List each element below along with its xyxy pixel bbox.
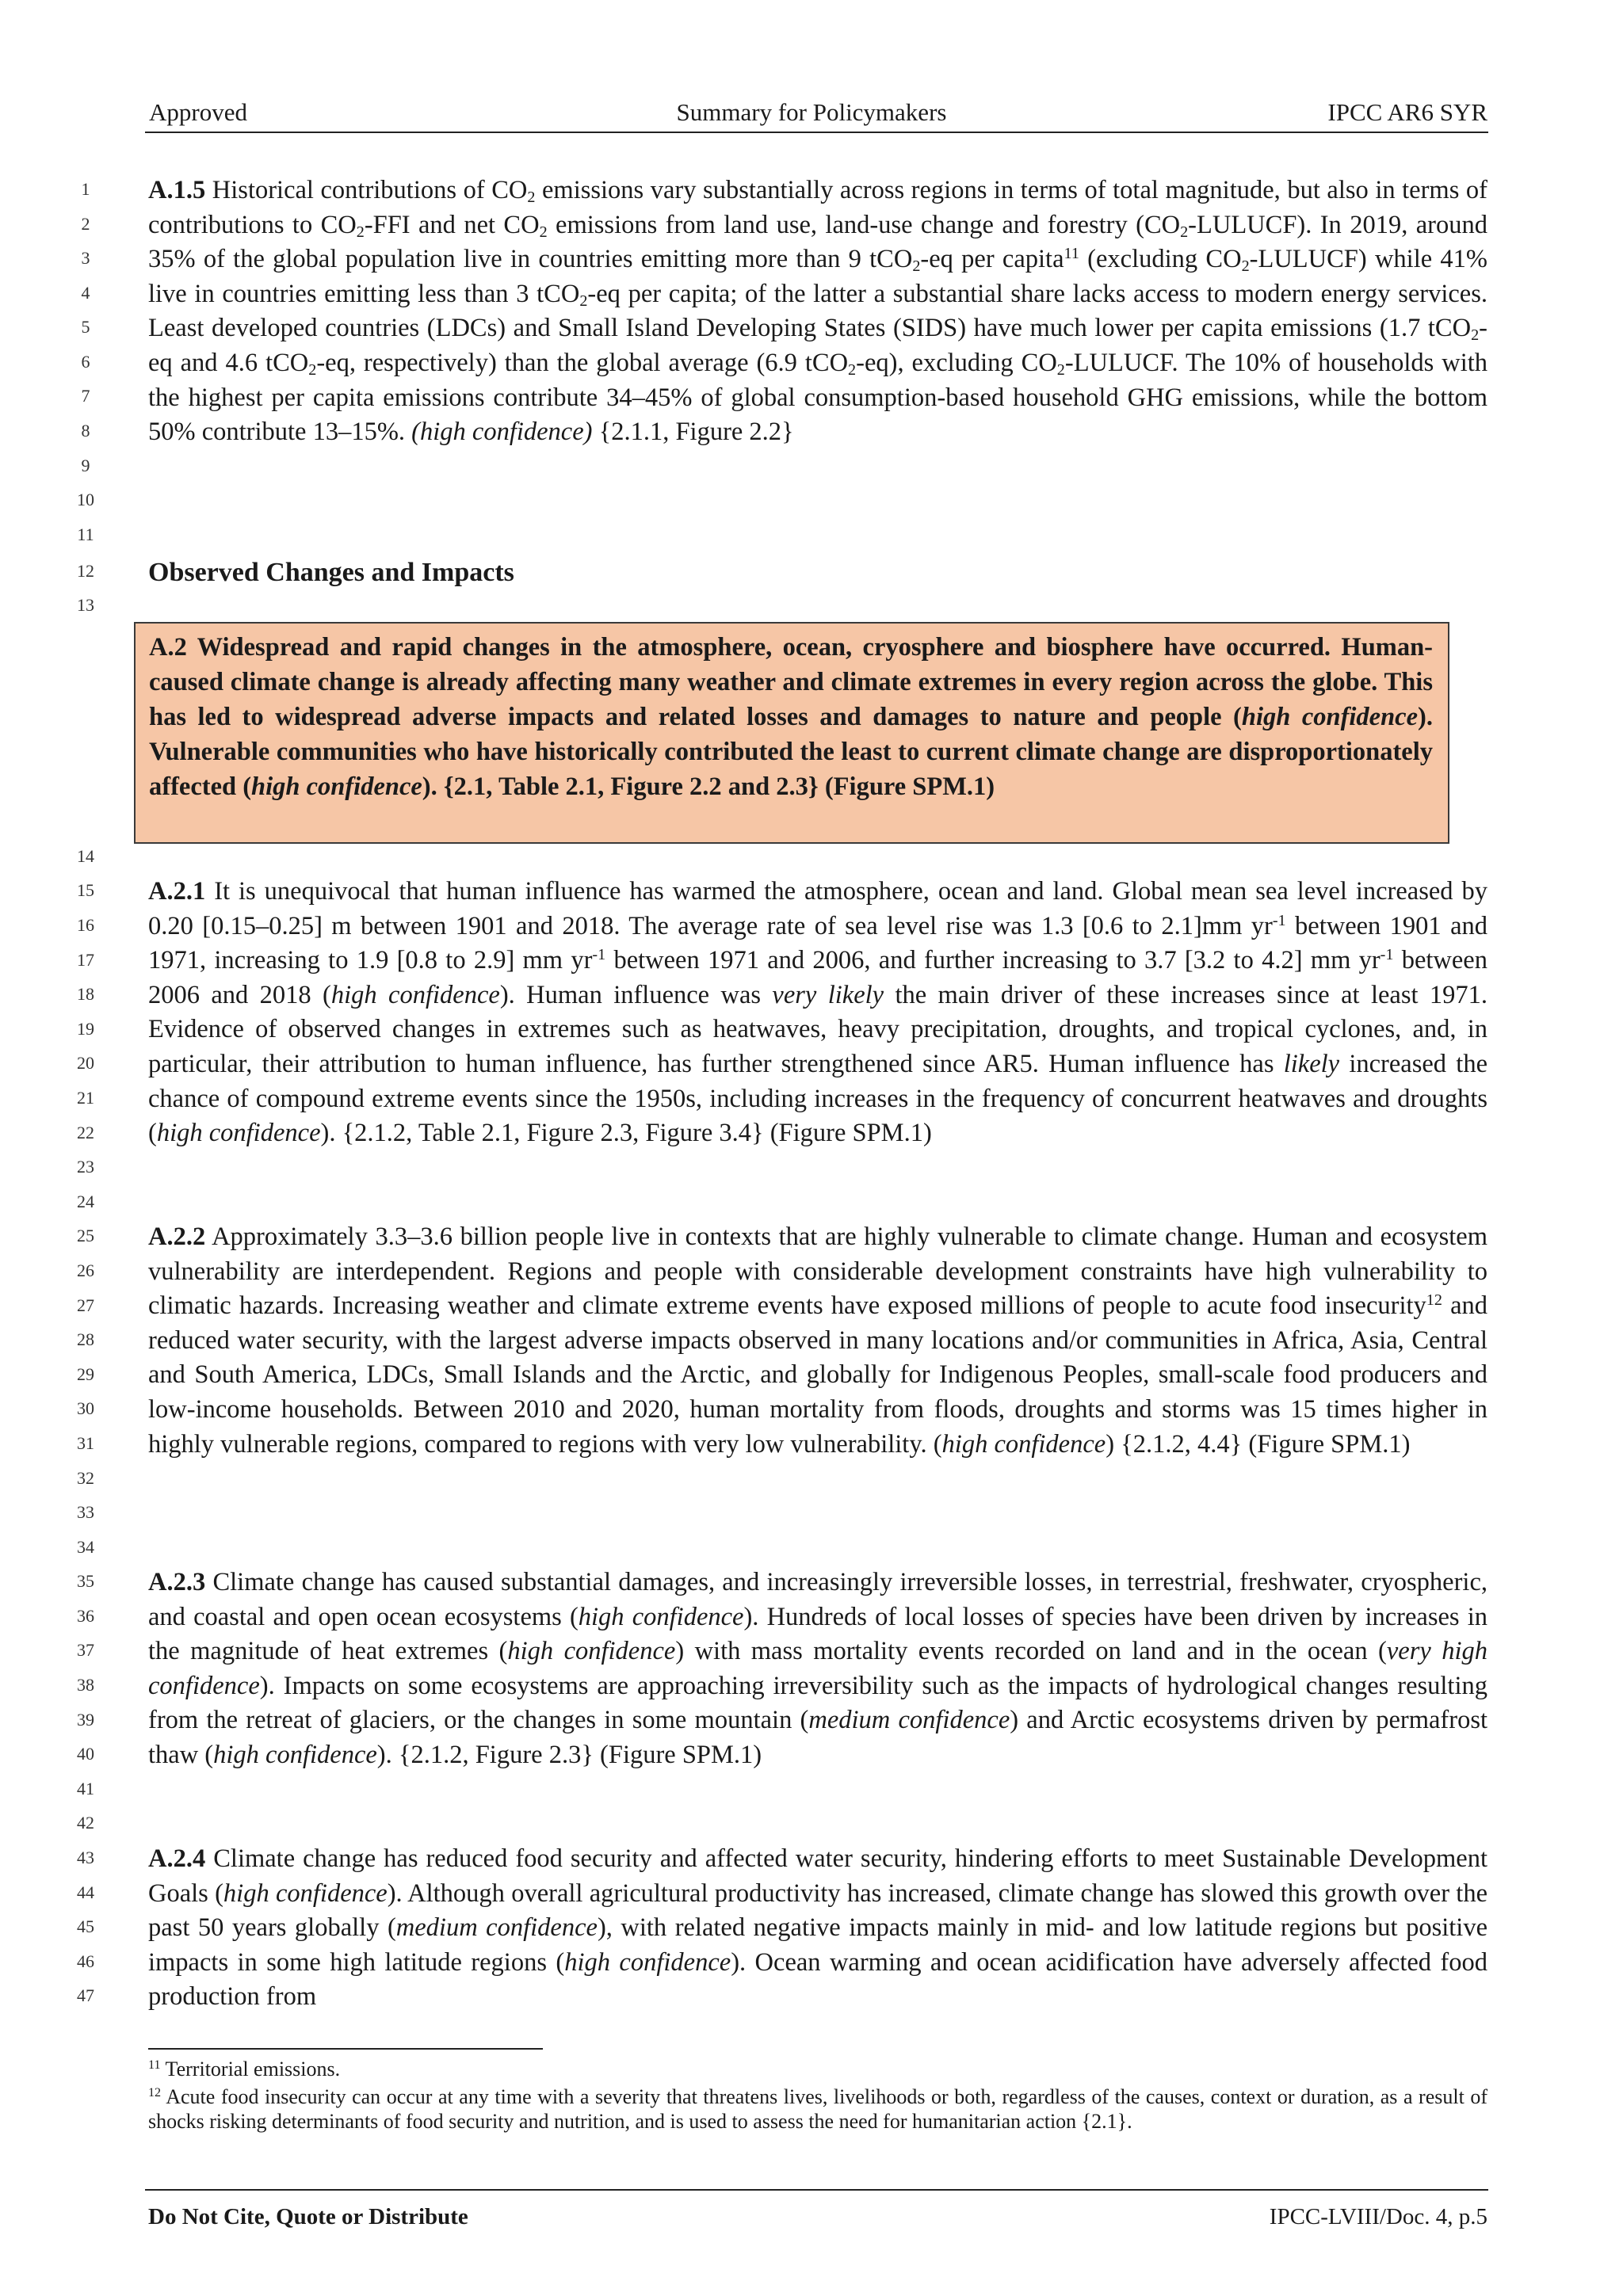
text-run: and reduced water security, with the largest adverse impacts observed in many locations and/or communities in Africa, Asia, Central and South America, LDCs, Small Islands and the Arctic, and globally for Indigenous Peoples, small-scale food producers and low-income households. Between 2010 and 2020, human mortality from floods, droughts and storms was 15 times higher in highly vulnerable regions, compared to regions with very low vulnerability. ( bbox=[148, 1291, 1487, 1459]
footer-page-reference: IPCC-LVIII/Doc. 4, p.5 bbox=[1269, 2204, 1487, 2229]
text-run: high confidence bbox=[1241, 703, 1419, 731]
line-number: 43 bbox=[77, 1848, 94, 1867]
paragraph-a-2-3 bbox=[148, 1566, 1487, 1773]
text-run: 11 bbox=[1064, 245, 1079, 263]
line-number: 47 bbox=[77, 1985, 94, 2005]
text-run: -LULUCF) while 41% live in countries emitting less than 3 tCO bbox=[148, 245, 1487, 308]
line-number: 15 bbox=[77, 880, 94, 900]
line-number: 32 bbox=[77, 1468, 94, 1488]
text-run: A.2.1 bbox=[148, 877, 206, 906]
line-number: 38 bbox=[77, 1675, 94, 1695]
footer-do-not-cite: Do Not Cite, Quote or Distribute bbox=[148, 2204, 468, 2229]
text-run: ). Impacts on some ecosystems are approaching irreversibility such as the impacts of hydrological changes resulting from the retreat of glaciers, or the changes in some mountain ( bbox=[148, 1671, 1487, 1735]
text-run: ). {2.1, Table 2.1, Figure 2.2 and 2.3} (Figure SPM.1) bbox=[422, 772, 995, 801]
text-run: 2 bbox=[539, 223, 548, 241]
line-number: 39 bbox=[77, 1710, 94, 1730]
line-number: 35 bbox=[77, 1571, 94, 1591]
text-run: ) and Arctic ecosystems driven by permafrost thaw ( bbox=[148, 1706, 1488, 1769]
line-number: 14 bbox=[77, 846, 94, 866]
text-run: -eq per capita bbox=[920, 245, 1064, 274]
line-number: 42 bbox=[77, 1813, 94, 1833]
line-number: 11 bbox=[77, 524, 94, 544]
text-run: A.2 Widespread and rapid changes in the atmosphere, ocean, cryosphere and biosphere have occurred. Human-caused climate change is already affecting many weather and climate extremes in every region across the globe. This has led to widespread adverse impacts and related losses and damages to nature and people ( bbox=[149, 633, 1433, 731]
text-run: ). {2.1.2, Table 2.1, Figure 2.3, Figure 3.4} (Figure SPM.1) bbox=[320, 1119, 932, 1148]
text-run: ) with mass mortality events recorded on land and in the ocean ( bbox=[675, 1637, 1387, 1666]
text-run: 2 bbox=[356, 223, 365, 241]
line-number: 41 bbox=[77, 1779, 94, 1798]
line-number: 24 bbox=[77, 1192, 94, 1211]
footnote-11-text: Territorial emissions. bbox=[160, 2058, 341, 2081]
text-run: It is unequivocal that human influence has warmed the atmosphere, ocean and land. Global mean sea level increased by 0.20 [0.15–0.25] m between 1901 and 2018. The average rate of sea level rise was 1.3 [0.6 to 2.1]mm yr bbox=[148, 877, 1487, 940]
text-run: high confidence bbox=[251, 772, 422, 801]
line-number: 3 bbox=[81, 248, 90, 268]
text-run: 2 bbox=[912, 257, 921, 276]
header-approved-label: Approved bbox=[149, 98, 247, 126]
text-run: high confidence bbox=[213, 1740, 377, 1769]
headline-box-a-2 bbox=[134, 622, 1449, 844]
text-run: A.1.5 bbox=[148, 176, 206, 204]
text-run: high confidence bbox=[156, 1119, 321, 1148]
text-run: 2 bbox=[848, 361, 857, 379]
text-run: between 1971 and 2006, and further increasing to 3.7 [3.2 to 4.2] mm yr bbox=[605, 946, 1381, 975]
line-number: 26 bbox=[77, 1261, 94, 1280]
text-run: ). {2.1.2, Figure 2.3} (Figure SPM.1) bbox=[376, 1740, 762, 1769]
footnote-rule bbox=[148, 2048, 543, 2050]
text-run: increased the chance of compound extreme events since the 1950s, including increases in the frequency of concurrent heatwaves and droughts ( bbox=[148, 1049, 1488, 1148]
paragraph-a-2-4 bbox=[148, 1842, 1487, 2015]
line-number: 10 bbox=[77, 490, 94, 509]
text-run: the main driver of these increases since at least 1971. Evidence of observed changes in extremes such as heatwaves, heavy precipitation, droughts, and tropical cyclones, and, in particular, their attribution to human influence, has further strengthened since AR5. Human influence has bbox=[148, 980, 1488, 1078]
text-run: emissions vary substantially across regions in terms of total magnitude, but also in terms of contributions to CO bbox=[148, 176, 1487, 239]
line-number: 20 bbox=[77, 1053, 94, 1073]
text-run: ) {2.1.2, 4.4} (Figure SPM.1) bbox=[1106, 1429, 1411, 1459]
text-run: ). Human influence was bbox=[499, 980, 773, 1009]
line-number: 31 bbox=[77, 1433, 94, 1453]
footnote-12-number: 12 bbox=[148, 2086, 162, 2100]
text-run: very likely bbox=[772, 980, 884, 1009]
text-run: ). Ocean warming and ocean acidification have adversely affected food production from bbox=[148, 1947, 1488, 2012]
header-document-title: Summary for Policymakers bbox=[676, 98, 947, 126]
text-run: high confidence bbox=[564, 1947, 731, 1977]
text-run: (excluding CO bbox=[1079, 245, 1242, 274]
line-number: 1 bbox=[81, 179, 90, 199]
text-run: Approximately 3.3–3.6 billion people live in contexts that are highly vulnerable to climate change. Human and ecosystem vulnerability are interdependent. Regions and people with considerable development constraints have high vulnerability to climatic hazards. Increasing weather and climate extreme events have exposed millions of people to acute food insecurity bbox=[148, 1222, 1487, 1321]
text-run: -eq, respectively) than the global average (6.9 tCO bbox=[316, 348, 849, 377]
text-run: A.2.3 bbox=[148, 1568, 206, 1596]
text-run: (high confidence) bbox=[411, 418, 593, 447]
line-number: 12 bbox=[77, 561, 94, 581]
text-run: likely bbox=[1283, 1049, 1340, 1078]
text-run: high confidence bbox=[578, 1602, 744, 1631]
line-number: 23 bbox=[77, 1157, 94, 1177]
text-run: 2 bbox=[308, 361, 317, 379]
text-run: -LULUCF. The 10% of households with the highest per capita emissions contribute 34–45% of global consumption-based household GHG emissions, while the bottom 50% contribute 13–15%. bbox=[148, 348, 1488, 447]
text-run: -eq), excluding CO bbox=[856, 348, 1057, 377]
text-run: -eq and 4.6 tCO bbox=[148, 314, 1487, 377]
text-run: -FFI and net CO bbox=[364, 210, 540, 239]
text-run: Climate change has caused substantial damages, and increasingly irreversible losses, in terrestrial, freshwater, cryospheric, and coastal and open ocean ecosystems ( bbox=[148, 1568, 1487, 1631]
line-number: 22 bbox=[77, 1123, 94, 1142]
section-heading: Observed Changes and Impacts bbox=[148, 558, 514, 587]
line-number: 44 bbox=[77, 1882, 94, 1902]
line-number: 28 bbox=[77, 1329, 94, 1349]
line-number: 8 bbox=[81, 421, 90, 441]
line-number: 13 bbox=[77, 595, 94, 615]
line-number: 4 bbox=[81, 283, 90, 303]
line-number: 30 bbox=[77, 1398, 94, 1418]
footnote-11-number: 11 bbox=[148, 2058, 161, 2073]
headline-box-text bbox=[149, 630, 1433, 804]
header-rule bbox=[145, 132, 1488, 133]
line-number: 5 bbox=[81, 317, 90, 337]
text-run: -1 bbox=[592, 946, 606, 964]
text-run: ). Although overall agricultural productivity has increased, climate change has slowed this growth over the past 50 years globally ( bbox=[148, 1878, 1487, 1943]
text-run: Historical contributions of CO bbox=[205, 176, 528, 204]
text-run: 2 bbox=[1241, 257, 1250, 276]
text-run: 2 bbox=[1180, 223, 1189, 241]
line-number: 16 bbox=[77, 915, 94, 935]
line-number: 7 bbox=[81, 386, 90, 406]
line-number: 33 bbox=[77, 1502, 94, 1522]
text-run: 2 bbox=[579, 292, 588, 310]
line-number: 9 bbox=[81, 456, 90, 475]
text-run: -1 bbox=[1272, 911, 1286, 929]
line-number: 25 bbox=[77, 1226, 94, 1245]
text-run: -eq per capita; of the latter a substantial share lacks access to modern energy services. Least developed countries (LDCs) and Small Island Developing States (SIDS) have much lower per capita emissions (1.7 tCO bbox=[148, 279, 1487, 343]
line-number: 46 bbox=[77, 1951, 94, 1971]
text-run: ). Vulnerable communities who have historically contributed the least to current climate change are disproportionately affected ( bbox=[149, 703, 1433, 801]
line-number: 6 bbox=[81, 352, 90, 372]
text-run: medium confidence bbox=[808, 1706, 1010, 1735]
line-number: 21 bbox=[77, 1088, 94, 1108]
paragraph-a-1-5 bbox=[148, 174, 1487, 450]
text-run: between 2006 and 2018 ( bbox=[148, 946, 1487, 1009]
text-run: Climate change has reduced food security and affected water security, hindering efforts to meet Sustainable Development Goals ( bbox=[148, 1844, 1487, 1908]
text-run: -LULUCF). In 2019, around 35% of the global population live in countries emitting more than 9 tCO bbox=[148, 210, 1487, 274]
text-run: A.2.4 bbox=[148, 1844, 206, 1873]
text-run: very high confidence bbox=[148, 1637, 1487, 1700]
text-run: high confidence bbox=[941, 1429, 1106, 1459]
line-number: 29 bbox=[77, 1364, 94, 1384]
footer-rule bbox=[145, 2189, 1488, 2191]
text-run: 12 bbox=[1426, 1291, 1442, 1310]
text-run: {2.1.1, Figure 2.2} bbox=[592, 418, 794, 447]
text-run: high confidence bbox=[223, 1878, 388, 1908]
line-number: 18 bbox=[77, 984, 94, 1004]
text-run: between 1901 and 1971, increasing to 1.9 [0.8 to 2.9] mm yr bbox=[148, 911, 1487, 975]
footnote-12-text: Acute food insecurity can occur at any time with a severity that threatens lives, livelihoods or both, regardless of the causes, context or duration, as a result of shocks risking determinants of food security and nutrition, and is used to assess the need for humanitarian action {2.1}. bbox=[148, 2085, 1487, 2133]
paragraph-a-2-1 bbox=[148, 875, 1487, 1151]
line-number: 45 bbox=[77, 1917, 94, 1936]
text-run: high confidence bbox=[330, 980, 500, 1009]
text-run: medium confidence bbox=[395, 1913, 598, 1943]
text-run: 2 bbox=[527, 189, 536, 207]
text-run: 2 bbox=[1056, 361, 1065, 379]
text-run: ). Hundreds of local losses of species have been driven by increases in the magnitude of heat extremes ( bbox=[148, 1602, 1487, 1666]
text-run: A.2.2 bbox=[148, 1222, 206, 1251]
line-number: 34 bbox=[77, 1537, 94, 1557]
text-run: -1 bbox=[1380, 946, 1394, 964]
line-number: 19 bbox=[77, 1019, 94, 1039]
footnote-12 bbox=[148, 2084, 1487, 2134]
paragraph-a-2-2 bbox=[148, 1220, 1487, 1462]
line-number: 40 bbox=[77, 1744, 94, 1764]
header-report-id: IPCC AR6 SYR bbox=[1327, 98, 1487, 126]
line-number: 17 bbox=[77, 950, 94, 970]
line-number: 37 bbox=[77, 1640, 94, 1660]
text-run: high confidence bbox=[507, 1637, 676, 1666]
line-number: 2 bbox=[81, 214, 90, 234]
footnote-11 bbox=[148, 2057, 1487, 2081]
line-number: 36 bbox=[77, 1606, 94, 1626]
text-run: 2 bbox=[1471, 326, 1480, 345]
text-run: ), with related negative impacts mainly in mid- and low latitude regions but positive impacts in some high latitude regions ( bbox=[148, 1913, 1487, 1977]
line-number: 27 bbox=[77, 1295, 94, 1315]
text-run: emissions from land use, land-use change and forestry (CO bbox=[547, 210, 1181, 239]
